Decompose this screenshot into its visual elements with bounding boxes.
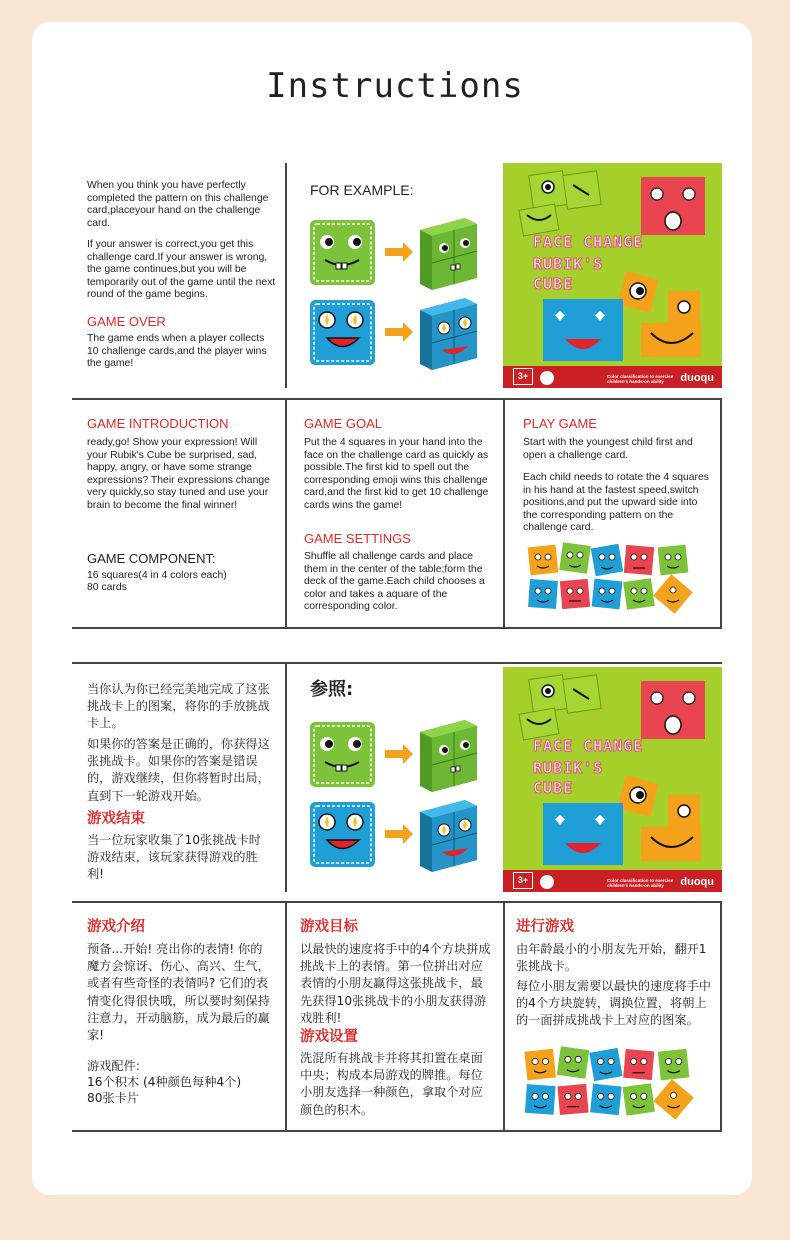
poster-title-line2: RUBIK'S	[533, 255, 604, 273]
component-line1: 16 squares(4 in 4 colors each)	[87, 570, 227, 581]
goal-text-zh: 以最快的速度将手中的4个方块拼成挑战卡上的表情。第一位拼出对应表情的小朋友赢得这张挑战卡，最先获得10张挑战卡的小朋友获得游戏胜利!	[300, 942, 491, 1025]
divider	[72, 1130, 722, 1132]
poster-title-line3: CUBE	[533, 779, 574, 797]
answer-text-zh: 如果你的答案是正确的，你获得这张挑战卡。如果你的答案是错误的，游戏继续，但你将暂时出局，直到下一轮游戏开始。	[87, 737, 270, 803]
page-title: Instructions	[266, 66, 524, 106]
divider	[285, 163, 287, 388]
poster-title-line2: RUBIK'S	[533, 759, 604, 777]
blue-cube-icon	[420, 800, 477, 872]
play-text-1-zh: 由年龄最小的小朋友先开始，翻开1张挑战卡。	[516, 942, 707, 974]
play-heading-zh: 进行游戏	[516, 919, 574, 935]
age-badge: 3+	[513, 368, 533, 385]
divider	[72, 662, 722, 664]
poster-title-line1: FACE CHANGE	[533, 737, 644, 755]
divider	[285, 901, 287, 1131]
settings-heading-zh: 游戏设置	[300, 1029, 358, 1045]
cubes-illustration-icon	[525, 540, 697, 616]
goal-heading-zh: 游戏目标	[300, 919, 358, 935]
challenge-text: When you think you have perfectly completed the pattern on this challenge card,placeyour hand on the challenge card.	[87, 180, 269, 229]
blue-card-icon	[310, 300, 375, 365]
challenge-text-zh: 当你认为你已经完美地完成了这张挑战卡上的图案，将你的手放挑战卡上。	[87, 682, 270, 731]
divider	[285, 662, 287, 892]
product-poster	[503, 163, 722, 388]
poster-footer-bar	[503, 366, 722, 388]
arrow-icon	[385, 824, 413, 844]
intro-text: ready,go! Show your expression! Will your Rubik's Cube be surprised, sad, happy, angry, or have some strange expressions? Their expressions change very quickly,so stay tuned and use your brain to become the final winner!	[87, 437, 270, 511]
component-heading: GAME COMPONENT:	[87, 551, 216, 566]
game-over-heading-zh: 游戏结束	[87, 811, 145, 827]
settings-text: Shuffle all challenge cards and place them in the center of the table;form the deck of the game.Each child chooses a color and takes a aquare of the corresponding color.	[304, 551, 485, 613]
brand-logo: duoqu	[680, 876, 714, 888]
component-heading-zh: 游戏配件:	[87, 1059, 140, 1073]
divider	[72, 627, 722, 629]
play-text-2-zh: 每位小朋友需要以最快的速度将手中的4个方块旋转，调换位置，将朝上的一面拼成挑战卡上对应的图案。	[516, 979, 711, 1028]
product-poster-zh	[503, 667, 722, 892]
divider	[503, 398, 505, 628]
intro-text-zh: 预备...开始! 亮出你的表情! 你的魔方会惊讶、伤心、高兴、生气，或者有些奇怪的表情吗? 它们的表情变化得很快哦，所以要时刻保持注意力，开动脑筋，成为最后的赢家!	[87, 942, 270, 1043]
play-text-2: Each child needs to rotate the 4 squares in his hand at the fastest speed,switch positions,and put the upward side into the corresponding pattern on the challenge card.	[523, 472, 709, 534]
blue-card-icon	[310, 802, 375, 867]
cubes-illustration-icon-zh	[520, 1044, 700, 1122]
poster-tagline: Color classification to exercise children's hands-on ability	[607, 374, 674, 384]
play-text-1: Start with the youngest child first and open a challenge card.	[523, 437, 693, 461]
component-line2-zh: 80张卡片	[87, 1091, 140, 1105]
green-cube-icon	[420, 218, 477, 290]
green-card-icon	[310, 722, 375, 787]
smiley-icon	[540, 371, 554, 385]
answer-text: If your answer is correct,you get this challenge card.If your answer is wrong, the game continues,but you will be temporarily out of the game until the next round of the game begins.	[87, 239, 276, 301]
play-heading: PLAY GAME	[523, 416, 597, 431]
goal-text: Put the 4 squares in your hand into the face on the challenge card as quickly as possible.The first kid to spell out the corresponding emoji wins this challenge card,and the first kid to get 10 challenge cards wins the game!	[304, 437, 489, 511]
brand-logo: duoqu	[680, 372, 714, 384]
settings-heading: GAME SETTINGS	[304, 531, 411, 546]
component-line2: 80 cards	[87, 582, 127, 593]
game-over-text: The game ends when a player collects 10 challenge cards,and the player wins the game!	[87, 333, 267, 370]
example-heading: FOR EXAMPLE:	[310, 182, 414, 198]
green-card-icon	[310, 220, 375, 285]
divider	[72, 901, 722, 903]
arrow-icon	[385, 322, 413, 342]
green-cube-icon	[420, 720, 477, 792]
divider	[72, 398, 722, 400]
poster-tagline: Color classification to exercise children's hands-on ability	[607, 878, 674, 888]
intro-heading-zh: 游戏介绍	[87, 919, 145, 935]
component-line1-zh: 16个积木 (4种颜色每种4个)	[87, 1075, 242, 1089]
blue-cube-icon	[420, 298, 477, 370]
game-over-heading: GAME OVER	[87, 314, 166, 329]
intro-heading: GAME INTRODUCTION	[87, 416, 229, 431]
example-illustration-zh	[305, 712, 485, 877]
divider	[285, 398, 287, 628]
poster-title-line3: CUBE	[533, 275, 574, 293]
divider	[720, 901, 722, 1131]
divider	[720, 398, 722, 628]
poster-footer-bar	[503, 870, 722, 892]
arrow-icon	[385, 242, 413, 262]
example-heading-zh: 参照:	[310, 679, 354, 700]
poster-title-line1: FACE CHANGE	[533, 233, 644, 251]
smiley-icon	[540, 875, 554, 889]
goal-heading: GAME GOAL	[304, 416, 383, 431]
arrow-icon	[385, 744, 413, 764]
settings-text-zh: 洗混所有挑战卡并将其扣置在桌面中央；构成本局游戏的牌推。每位小朋友选择一种颜色，拿取个对应颜色的积木。	[300, 1051, 483, 1117]
divider	[503, 901, 505, 1131]
example-illustration	[305, 210, 485, 375]
age-badge: 3+	[513, 872, 533, 889]
game-over-text-zh: 当一位玩家收集了10张挑战卡时游戏结束，该玩家获得游戏的胜利!	[87, 833, 261, 882]
